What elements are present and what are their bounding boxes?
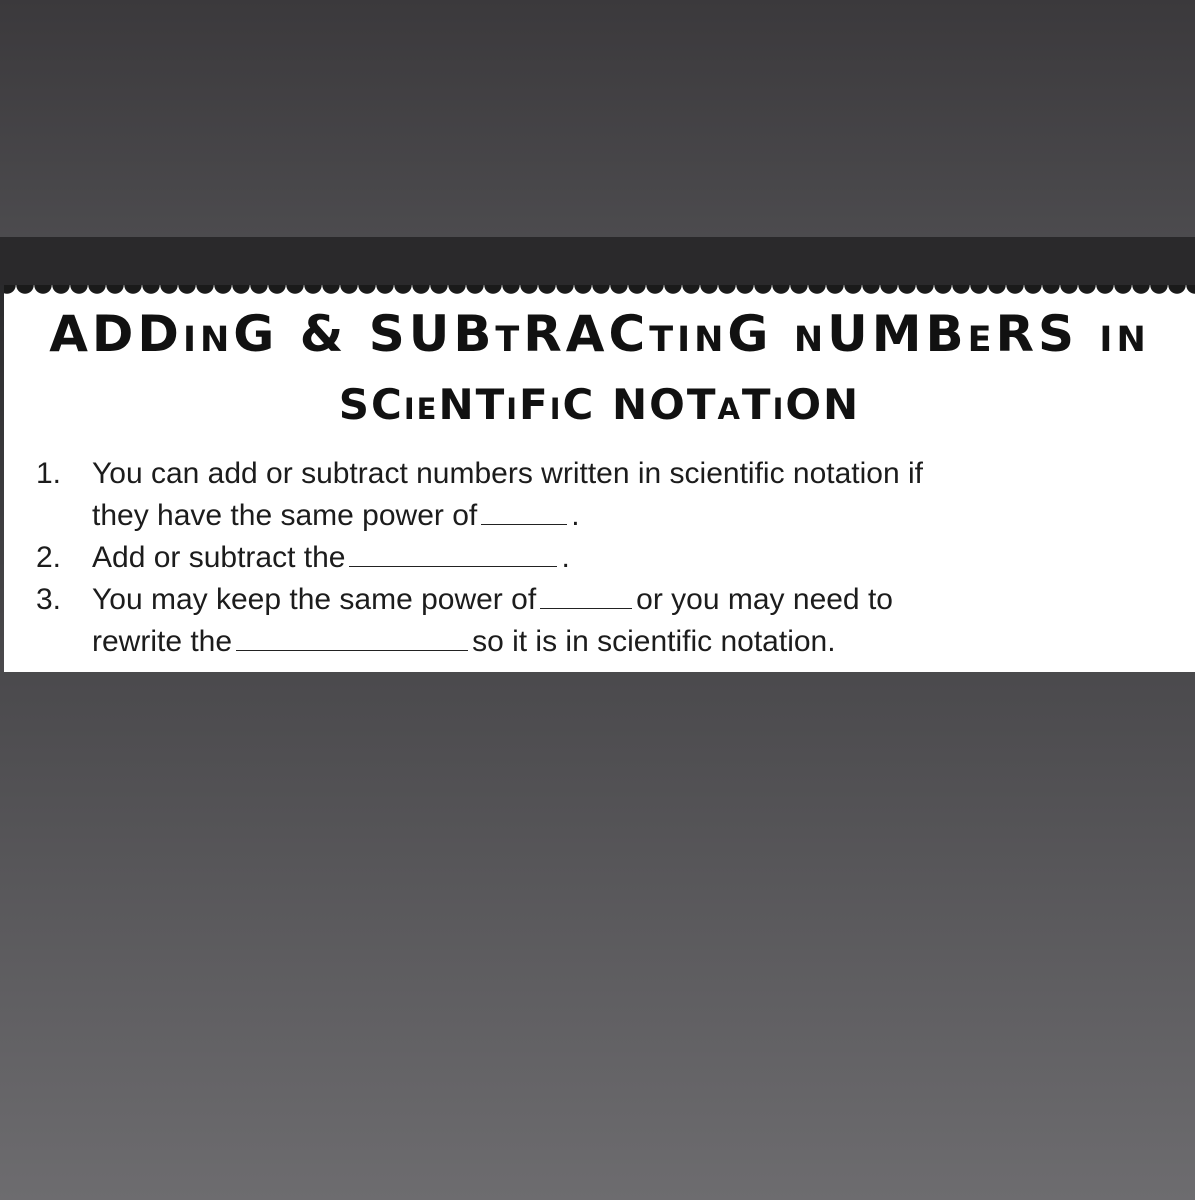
item-text: or you may need to — [636, 583, 893, 616]
item-text: . — [571, 499, 580, 532]
list-item — [36, 579, 1195, 663]
answer-blank[interactable] — [481, 500, 567, 525]
item-text: rewrite the — [92, 625, 233, 658]
item-text: You may keep the same power of — [92, 583, 537, 616]
item-text: . — [561, 541, 570, 574]
list-item — [36, 453, 1195, 537]
list-item — [36, 537, 1195, 579]
answer-blank[interactable] — [349, 542, 557, 567]
fill-in-list — [36, 453, 1195, 663]
item-text: so it is in scientific notation. — [472, 625, 836, 658]
answer-blank[interactable] — [236, 626, 468, 651]
item-number: 2. — [36, 541, 62, 574]
background-dark-band — [0, 237, 1195, 285]
background-top-band — [0, 0, 1195, 237]
item-text: they have the same power of — [92, 499, 478, 532]
item-number: 3. — [36, 583, 62, 616]
item-text: Add or subtract the — [92, 541, 346, 574]
item-number: 1. — [36, 457, 62, 490]
worksheet-title-line2: SCieNTiFiC NOTaTiON — [338, 380, 861, 429]
worksheet-card — [4, 285, 1195, 672]
scalloped-border — [4, 285, 1195, 298]
worksheet-title-line1: ADDinG & SUBtRACtinG nUMBeRS in — [49, 305, 1150, 363]
item-text: You can add or subtract numbers written in scientific notation if — [92, 457, 924, 490]
answer-blank[interactable] — [540, 584, 632, 609]
